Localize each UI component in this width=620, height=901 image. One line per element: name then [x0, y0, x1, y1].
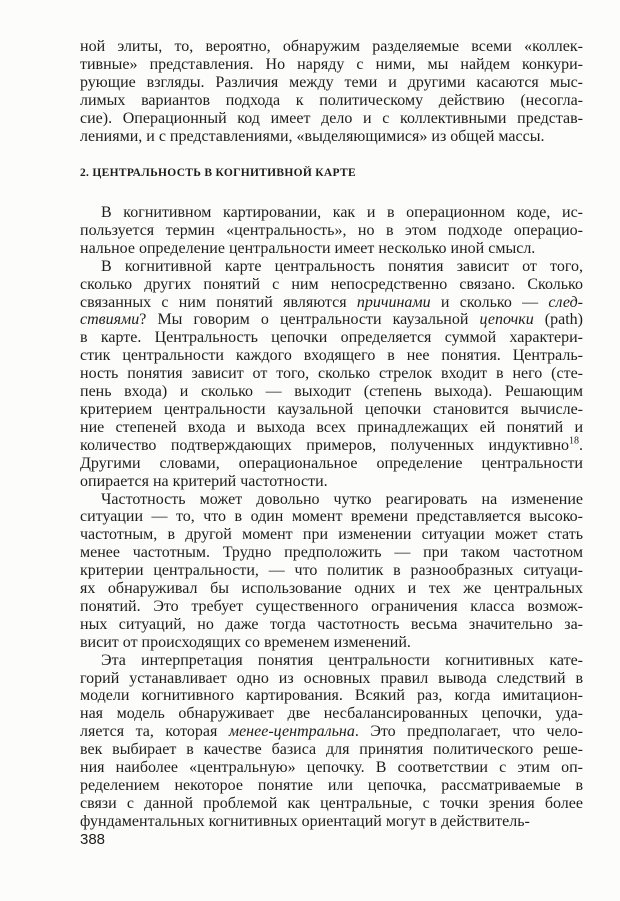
text-span: ние степеней входа и выхода всех принадлежащих ей понятий и [80, 418, 583, 436]
text-line [80, 616, 583, 634]
italic-term: цепочки [479, 311, 534, 329]
text-span: менее частотным. Трудно предположить — при таком частотном [80, 544, 583, 562]
text-span: ния наиболее «центральную» цепочку. В соответствии с этим оп- [80, 759, 583, 777]
text-span: связи с данной проблемой как центральные, с точки зрения более [80, 794, 583, 812]
text-line [80, 508, 583, 526]
text-line [80, 777, 583, 795]
text-line [80, 634, 583, 652]
text-line [80, 110, 583, 128]
text-span: ной элиты, то, вероятно, обнаружим разделяемые всеми «коллек- [80, 38, 583, 55]
section-body [80, 204, 583, 831]
text-span: количество подтверждающих примеров, полученных индуктивно [80, 436, 569, 454]
text-span: ляется та, которая [80, 723, 229, 741]
text-span: (path) [533, 311, 584, 329]
text-line [80, 92, 583, 110]
text-span: лимых вариантов подхода к политическому действию (несогла- [80, 91, 583, 109]
text-line [80, 741, 583, 759]
text-line [80, 598, 583, 616]
text-line [80, 383, 583, 401]
text-line [80, 491, 583, 509]
text-line [80, 294, 583, 312]
text-span: тивные» представления. Но наряду с ними, мы найдем конкури- [80, 55, 583, 73]
text-span: . [579, 436, 583, 454]
text-span: горий устанавливает одно из основных правил вывода следствий в [80, 669, 583, 687]
text-span: критерии центральности, — что политик в разнообразных ситуаци- [80, 562, 583, 580]
italic-term: ствиями [80, 311, 140, 329]
text-span: стик центральности каждого входящего в нее понятия. Централь- [80, 347, 583, 365]
text-span: и сколько — [430, 293, 549, 311]
text-line [80, 652, 583, 670]
text-span: Эта интерпретация понятия центральности когнитивных кате- [101, 651, 583, 669]
text-span: висит от происходящих со временем изменений. [80, 633, 411, 651]
italic-term: след- [548, 293, 583, 311]
text-span: ях обнаруживал бы использование одних и тех же центральных [80, 580, 583, 598]
text-line [80, 347, 583, 365]
text-span: модели когнитивного картирования. Всякий раз, когда имитацион- [80, 687, 583, 705]
text-line [80, 74, 583, 92]
text-span: ная модель обнаруживает две несбалансированных цепочки, уда- [80, 705, 583, 723]
text-line [80, 562, 583, 580]
text-span: В когнитивной карте центральность понятия зависит от того, [101, 257, 583, 275]
footnote-ref: 18 [569, 435, 579, 447]
text-span: . Это предполагает, что чело- [354, 723, 584, 741]
text-span: Частотность может довольно чутко реагировать на изменение [101, 490, 583, 508]
italic-term: менее-центральна [228, 723, 355, 741]
text-line [80, 544, 583, 562]
text-line [80, 128, 583, 146]
text-span: сие). Операционный код имеет дело и с коллективными представ- [80, 109, 583, 127]
text-span: понятий. Это требует существенного ограничения класса возмож- [80, 597, 583, 615]
text-line [80, 580, 583, 598]
text-span: в карте. Центральность цепочки определяется суммой характери- [80, 329, 583, 347]
text-line [80, 437, 583, 455]
text-span: опирается на критерий частотности. [80, 472, 328, 490]
text-span: лениями, и с представлениями, «выделяющимися» из общей массы. [80, 127, 545, 145]
text-line [80, 240, 583, 258]
text-line [80, 705, 583, 723]
text-line [80, 526, 583, 544]
text-span: фундаментальных когнитивных ориентаций могут в действитель- [80, 812, 530, 830]
text-span: пень входа) и сколько — выходит (степень выхода). Решающим [80, 383, 583, 401]
text-line [80, 795, 583, 813]
text-line [80, 723, 583, 741]
continued-paragraph [80, 38, 583, 145]
text-line [80, 56, 583, 74]
text-span: Другими словами, операциональное определение центральности [80, 454, 583, 472]
text-line [80, 419, 583, 437]
text-span: ных ситуаций, но даже тогда частотность весьма значительно за- [80, 615, 583, 633]
text-line [80, 365, 583, 383]
text-span: частотным, в другой момент при изменении ситуации может стать [80, 526, 583, 544]
italic-term: причинами [356, 293, 431, 311]
text-line [80, 222, 583, 240]
text-span: связанных с ним понятий являются [80, 293, 357, 311]
text-line [80, 329, 583, 347]
text-span: ситуации — то, что в один момент времени представляется высоко- [80, 508, 583, 526]
text-span: В когнитивном картировании, как и в операционном коде, ис- [101, 204, 583, 221]
text-line [80, 204, 583, 222]
text-line [80, 258, 583, 276]
text-span: век выбирает в качестве базиса для принятия политического реше- [80, 741, 583, 759]
text-span: рующие взгляды. Различия между теми и другими касаются мыс- [80, 73, 583, 91]
text-span: критерием центральности каузальной цепочки становится вычисле- [80, 400, 583, 418]
text-span: сколько других понятий с ним непосредственно связано. Сколько [80, 275, 583, 293]
text-span: ? Мы говорим о центральности каузальной [139, 311, 480, 329]
text-span: ность понятия зависит от того, сколько стрелок входит в него (сте- [80, 365, 583, 383]
text-line [80, 455, 583, 473]
text-line [80, 473, 583, 491]
text-span: нальное определение центральности имеет несколько иной смысл. [80, 239, 536, 257]
text-span: пользуется термин «центральность», но в этом подходе операцио- [80, 221, 583, 239]
text-line [80, 670, 583, 688]
text-line [80, 687, 583, 705]
text-line [80, 311, 583, 329]
text-line [80, 401, 583, 419]
text-line [80, 276, 583, 294]
text-line [80, 759, 583, 777]
section-heading: 2. ЦЕНТРАЛЬНОСТЬ В КОГНИТИВНОЙ КАРТЕ [80, 167, 356, 179]
text-span: ределением некоторое понятие или цепочка, рассматриваемые в [80, 777, 583, 794]
page-number: 388 [80, 831, 106, 848]
text-line [80, 813, 583, 831]
text-line [80, 38, 583, 56]
